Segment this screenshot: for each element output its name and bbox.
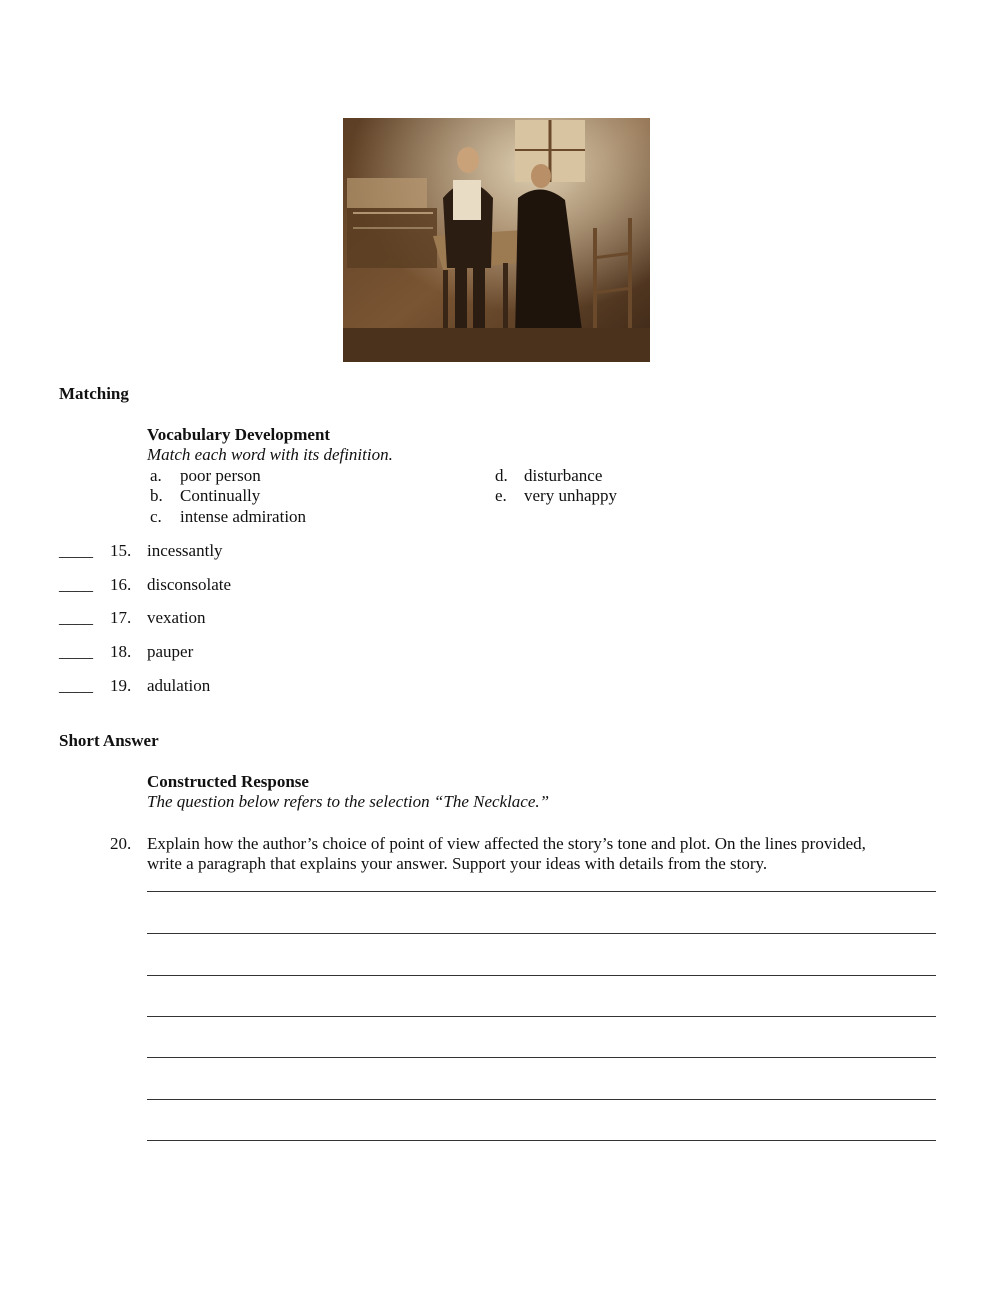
item-word-15: incessantly [147,541,223,560]
answer-blank-19[interactable]: ____ [59,676,93,695]
answer-line[interactable] [147,1099,936,1100]
option-letter-d: d. [495,466,508,485]
item-word-18: pauper [147,642,194,661]
short-answer-heading: Short Answer [59,731,159,750]
item-word-17: vexation [147,608,206,627]
item-number-16: 16. [110,575,132,594]
answer-line[interactable] [147,933,936,934]
option-letter-e: e. [495,486,507,505]
answer-blank-17[interactable]: ____ [59,608,93,627]
item-number-19: 19. [110,676,132,695]
constructed-instruction: The question below refers to the selection “The Necklace.” [147,792,550,811]
item-number-15: 15. [110,541,132,560]
option-letter-a: a. [150,466,162,485]
option-letter-b: b. [150,486,163,505]
answer-blank-18[interactable]: ____ [59,642,93,661]
matching-heading: Matching [59,384,129,403]
answer-line[interactable] [147,1057,936,1058]
answer-blank-15[interactable]: ____ [59,541,93,560]
answer-line[interactable] [147,1140,936,1141]
item-word-16: disconsolate [147,575,232,594]
answer-line[interactable] [147,975,936,976]
item-number-17: 17. [110,608,132,627]
vocab-title: Vocabulary Development [147,425,331,444]
option-text-a: poor person [180,466,261,485]
painting-illustration [343,118,650,362]
question-number-20: 20. [110,834,132,853]
item-number-18: 18. [110,642,132,661]
item-word-19: adulation [147,676,211,695]
question-text-line1: Explain how the author’s choice of point of view affected the story’s tone and plot. On the lines provided, [147,834,866,853]
option-letter-c: c. [150,507,162,526]
constructed-title: Constructed Response [147,772,309,791]
option-text-b: Continually [180,486,261,505]
answer-blank-16[interactable]: ____ [59,575,93,594]
option-text-e: very unhappy [524,486,618,505]
answer-line[interactable] [147,891,936,892]
option-text-d: disturbance [524,466,603,485]
answer-line[interactable] [147,1016,936,1017]
vocab-instruction: Match each word with its definition. [147,445,393,464]
question-text-line2: write a paragraph that explains your answer. Support your ideas with details from the story. [147,854,768,873]
option-text-c: intense admiration [180,507,307,526]
